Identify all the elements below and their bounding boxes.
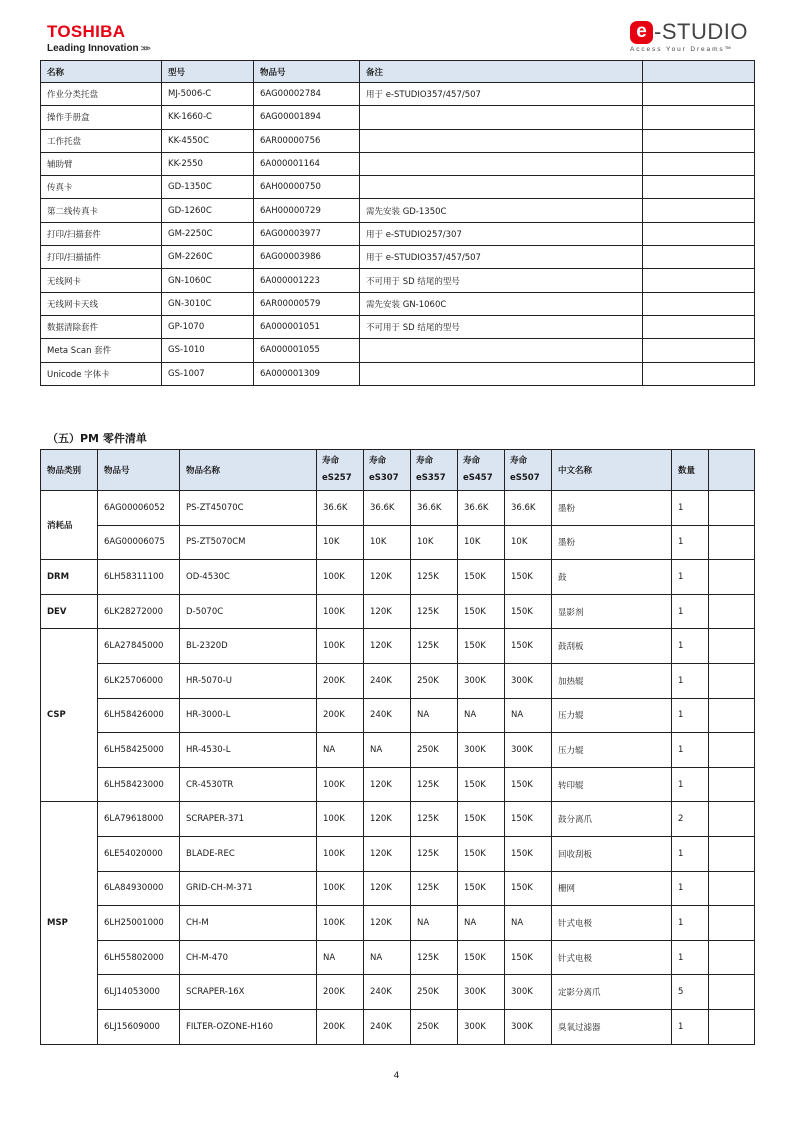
life-cell: 300K (505, 1009, 552, 1044)
life-cell: 120K (364, 906, 411, 941)
blank-cell (709, 836, 755, 871)
table-cell: 用于 e-STUDIO357/457/507 (360, 83, 643, 106)
item-name-cell: CR-4530TR (180, 767, 317, 802)
table-cell: 6AH00000750 (254, 176, 360, 199)
item-name-cell: BL-2320D (180, 629, 317, 664)
blank-cell (709, 906, 755, 941)
qty-cell: 1 (672, 491, 709, 526)
item-no-cell: 6AG00006052 (98, 491, 180, 526)
header-life-eS507: 寿命 eS507 (505, 450, 552, 491)
life-cell: 300K (505, 733, 552, 768)
table-row (41, 83, 755, 106)
brand-name: TOSHIBA (47, 22, 126, 41)
item-name-cell: CH-M-470 (180, 940, 317, 975)
table-cell: GM-2250C (162, 222, 254, 245)
table-cell: 6A000001051 (254, 315, 360, 338)
life-cell: 100K (317, 836, 364, 871)
life-cell: NA (364, 733, 411, 768)
life-cell: 250K (411, 975, 458, 1010)
table-cell: KK-4550C (162, 129, 254, 152)
table-row (41, 560, 755, 595)
table-row (41, 836, 755, 871)
table-row (41, 199, 755, 222)
blank-cell (709, 733, 755, 768)
brand-tagline (47, 43, 177, 55)
life-cell: 125K (411, 767, 458, 802)
estudio-logo (630, 19, 755, 59)
life-cell: 300K (458, 1009, 505, 1044)
life-cell: 100K (317, 629, 364, 664)
item-no-cell: 6LK28272000 (98, 594, 180, 629)
life-cell: 120K (364, 767, 411, 802)
item-name-cell: PS-ZT5070CM (180, 525, 317, 560)
cn-name-cell: 墨粉 (552, 525, 672, 560)
life-cell: 10K (317, 525, 364, 560)
item-name-cell: FILTER-OZONE-H160 (180, 1009, 317, 1044)
table-row (41, 1009, 755, 1044)
table-cell: 6AG00001894 (254, 106, 360, 129)
category-cell: MSP (41, 802, 98, 1044)
item-no-cell: 6LA27845000 (98, 629, 180, 664)
table-cell (643, 222, 755, 245)
table-cell: 6AG00002784 (254, 83, 360, 106)
table-row (41, 767, 755, 802)
table-row (41, 129, 755, 152)
table-cell (643, 83, 755, 106)
item-name-cell: HR-3000-L (180, 698, 317, 733)
life-cell: 150K (505, 560, 552, 595)
table-cell: 6A000001309 (254, 362, 360, 385)
life-cell: 300K (505, 663, 552, 698)
category-cell: DRM (41, 560, 98, 595)
life-cell: 36.6K (364, 491, 411, 526)
table-cell: 无线网卡 (41, 269, 162, 292)
table-cell (643, 269, 755, 292)
table-cell: 6AG00003977 (254, 222, 360, 245)
cn-name-cell: 墨粉 (552, 491, 672, 526)
table-cell (360, 152, 643, 175)
life-cell: 36.6K (317, 491, 364, 526)
life-cell: 150K (458, 940, 505, 975)
table-row (41, 975, 755, 1010)
table-row (41, 733, 755, 768)
qty-cell: 1 (672, 1009, 709, 1044)
life-cell: 36.6K (505, 491, 552, 526)
page-number: 4 (393, 1071, 400, 1081)
qty-cell: 1 (672, 940, 709, 975)
item-no-cell: 6LH58426000 (98, 698, 180, 733)
table-row (41, 222, 755, 245)
item-no-cell: 6LH58311100 (98, 560, 180, 595)
life-cell: 120K (364, 629, 411, 664)
life-cell: 150K (505, 836, 552, 871)
life-cell: 100K (317, 594, 364, 629)
table-row (41, 491, 755, 526)
header-category: 物品类别 (41, 450, 98, 491)
item-name-cell: SCRAPER-371 (180, 802, 317, 837)
options-table (40, 60, 755, 386)
table-row (41, 802, 755, 837)
table-cell (360, 106, 643, 129)
qty-cell: 1 (672, 594, 709, 629)
table-cell: GP-1070 (162, 315, 254, 338)
tagline-text: Leading Innovation (47, 43, 139, 54)
item-name-cell: OD-4530C (180, 560, 317, 595)
life-cell: 125K (411, 629, 458, 664)
life-cell: 120K (364, 594, 411, 629)
table-cell: GD-1350C (162, 176, 254, 199)
table-cell: 不可用于 SD 结尾的型号 (360, 269, 643, 292)
item-name-cell: PS-ZT45070C (180, 491, 317, 526)
table-row (41, 698, 755, 733)
table-cell (643, 315, 755, 338)
qty-cell: 1 (672, 871, 709, 906)
toshiba-logo (47, 23, 177, 59)
table-row (41, 246, 755, 269)
table-row (41, 629, 755, 664)
table-cell: 用于 e-STUDIO257/307 (360, 222, 643, 245)
blank-cell (709, 940, 755, 975)
blank-cell (709, 767, 755, 802)
table-cell: KK-2550 (162, 152, 254, 175)
table-cell (643, 292, 755, 315)
cn-name-cell: 定影分离爪 (552, 975, 672, 1010)
qty-cell: 1 (672, 663, 709, 698)
section-title: （五）PM 零件清单 (47, 432, 147, 445)
qty-cell: 1 (672, 906, 709, 941)
life-cell: 300K (458, 733, 505, 768)
header-item-no: 物品号 (98, 450, 180, 491)
item-no-cell: 6AG00006075 (98, 525, 180, 560)
life-cell: 125K (411, 940, 458, 975)
table-cell: 6AR00000756 (254, 129, 360, 152)
table-row (41, 339, 755, 362)
qty-cell: 1 (672, 836, 709, 871)
life-cell: 10K (411, 525, 458, 560)
qty-cell: 1 (672, 698, 709, 733)
table-cell: 不可用于 SD 结尾的型号 (360, 315, 643, 338)
options-header-cell: 型号 (162, 61, 254, 83)
blank-cell (709, 1009, 755, 1044)
life-cell: 150K (505, 940, 552, 975)
header-life-eS357: 寿命 eS357 (411, 450, 458, 491)
life-cell: 250K (411, 1009, 458, 1044)
table-cell: 6AH00000729 (254, 199, 360, 222)
life-cell: 10K (458, 525, 505, 560)
cn-name-cell: 压力辊 (552, 733, 672, 768)
table-cell: 需先安装 GD-1350C (360, 199, 643, 222)
item-no-cell: 6LH55802000 (98, 940, 180, 975)
table-cell: 6A000001055 (254, 339, 360, 362)
cn-name-cell: 转印辊 (552, 767, 672, 802)
table-cell: 用于 e-STUDIO357/457/507 (360, 246, 643, 269)
life-cell: 125K (411, 836, 458, 871)
options-header-cell: 名称 (41, 61, 162, 83)
life-cell: 120K (364, 836, 411, 871)
table-cell: 数据清除套件 (41, 315, 162, 338)
life-cell: 150K (505, 767, 552, 802)
life-cell: 150K (505, 594, 552, 629)
life-cell: 300K (505, 975, 552, 1010)
e-badge-icon: e (630, 21, 653, 44)
item-no-cell: 6LK25706000 (98, 663, 180, 698)
life-cell: 240K (364, 698, 411, 733)
life-cell: 150K (458, 767, 505, 802)
pm-parts-table (40, 449, 755, 1045)
qty-cell: 1 (672, 560, 709, 595)
table-cell (643, 362, 755, 385)
table-cell: Meta Scan 套件 (41, 339, 162, 362)
blank-cell (709, 491, 755, 526)
table-row (41, 663, 755, 698)
table-cell: KK-1660-C (162, 106, 254, 129)
life-cell: NA (411, 698, 458, 733)
table-cell: 6A000001223 (254, 269, 360, 292)
header-life-eS257: 寿命 eS257 (317, 450, 364, 491)
life-cell: 150K (458, 836, 505, 871)
table-cell (360, 339, 643, 362)
table-cell: Unicode 字体卡 (41, 362, 162, 385)
cn-name-cell: 回收刮板 (552, 836, 672, 871)
blank-cell (709, 975, 755, 1010)
life-cell: 150K (458, 871, 505, 906)
table-cell: GM-2260C (162, 246, 254, 269)
life-cell: 125K (411, 871, 458, 906)
table-cell (360, 176, 643, 199)
qty-cell: 1 (672, 629, 709, 664)
table-row (41, 906, 755, 941)
table-cell (643, 152, 755, 175)
life-cell: 100K (317, 906, 364, 941)
table-cell (360, 129, 643, 152)
item-name-cell: SCRAPER-16X (180, 975, 317, 1010)
header-cn-name: 中文名称 (552, 450, 672, 491)
table-row (41, 152, 755, 175)
table-row (41, 594, 755, 629)
table-cell: MJ-5006-C (162, 83, 254, 106)
table-row (41, 292, 755, 315)
life-cell: 150K (458, 560, 505, 595)
life-cell: NA (317, 733, 364, 768)
table-cell (643, 129, 755, 152)
life-cell: NA (317, 940, 364, 975)
header-qty: 数量 (672, 450, 709, 491)
table-cell: 6A000001164 (254, 152, 360, 175)
blank-cell (709, 663, 755, 698)
blank-cell (709, 629, 755, 664)
table-cell: 6AG00003986 (254, 246, 360, 269)
table-cell: 6AR00000579 (254, 292, 360, 315)
life-cell: NA (458, 698, 505, 733)
item-no-cell: 6LE54020000 (98, 836, 180, 871)
item-no-cell: 6LA79618000 (98, 802, 180, 837)
cn-name-cell: 加热辊 (552, 663, 672, 698)
table-cell (643, 106, 755, 129)
header-life-eS307: 寿命 eS307 (364, 450, 411, 491)
life-cell: 300K (458, 975, 505, 1010)
life-cell: 150K (505, 802, 552, 837)
table-cell: 辅助臂 (41, 152, 162, 175)
life-cell: 240K (364, 1009, 411, 1044)
item-name-cell: HR-4530-L (180, 733, 317, 768)
life-cell: 100K (317, 560, 364, 595)
product-logo-text: -STUDIO (654, 19, 748, 44)
life-cell: 10K (505, 525, 552, 560)
cn-name-cell: 臭氧过滤器 (552, 1009, 672, 1044)
life-cell: 36.6K (411, 491, 458, 526)
item-name-cell: GRID-CH-M-371 (180, 871, 317, 906)
table-cell: 传真卡 (41, 176, 162, 199)
table-row (41, 106, 755, 129)
header-blank (709, 450, 755, 491)
table-row (41, 315, 755, 338)
cn-name-cell: 鼓刮板 (552, 629, 672, 664)
table-cell: GS-1007 (162, 362, 254, 385)
life-cell: NA (364, 940, 411, 975)
table-cell: 操作手册盒 (41, 106, 162, 129)
life-cell: 150K (458, 802, 505, 837)
life-cell: 10K (364, 525, 411, 560)
cn-name-cell: 针式电极 (552, 906, 672, 941)
table-cell: GS-1010 (162, 339, 254, 362)
product-slogan: Access Your Dreams™ (630, 46, 733, 53)
item-no-cell: 6LJ14053000 (98, 975, 180, 1010)
qty-cell: 1 (672, 767, 709, 802)
life-cell: 240K (364, 975, 411, 1010)
table-cell (360, 362, 643, 385)
table-cell: 作业分类托盘 (41, 83, 162, 106)
qty-cell: 1 (672, 733, 709, 768)
life-cell: 100K (317, 767, 364, 802)
table-cell: 需先安装 GN-1060C (360, 292, 643, 315)
life-cell: 150K (505, 629, 552, 664)
item-no-cell: 6LH25001000 (98, 906, 180, 941)
blank-cell (709, 594, 755, 629)
item-no-cell: 6LA84930000 (98, 871, 180, 906)
life-cell: 100K (317, 871, 364, 906)
cn-name-cell: 压力辊 (552, 698, 672, 733)
item-no-cell: 6LJ15609000 (98, 1009, 180, 1044)
table-cell (643, 199, 755, 222)
life-cell: 200K (317, 663, 364, 698)
chevrons-icon: >>> (140, 44, 149, 53)
options-header-row (41, 61, 755, 83)
table-row (41, 525, 755, 560)
life-cell: 250K (411, 663, 458, 698)
table-cell: 第二线传真卡 (41, 199, 162, 222)
life-cell: 120K (364, 802, 411, 837)
life-cell: 100K (317, 802, 364, 837)
cn-name-cell: 显影剂 (552, 594, 672, 629)
table-cell: 打印/扫描套件 (41, 222, 162, 245)
options-header-cell: 物品号 (254, 61, 360, 83)
item-no-cell: 6LH58425000 (98, 733, 180, 768)
category-cell: 消耗品 (41, 491, 98, 560)
table-cell (643, 246, 755, 269)
pm-header-row (41, 450, 755, 491)
table-row (41, 269, 755, 292)
blank-cell (709, 802, 755, 837)
table-row (41, 362, 755, 385)
qty-cell: 2 (672, 802, 709, 837)
blank-cell (709, 871, 755, 906)
cn-name-cell: 栅网 (552, 871, 672, 906)
item-name-cell: CH-M (180, 906, 317, 941)
cn-name-cell: 针式电极 (552, 940, 672, 975)
blank-cell (709, 525, 755, 560)
header-item-name: 物品名称 (180, 450, 317, 491)
item-name-cell: HR-5070-U (180, 663, 317, 698)
options-header-cell: 备注 (360, 61, 643, 83)
table-row (41, 871, 755, 906)
blank-cell (709, 698, 755, 733)
life-cell: 120K (364, 871, 411, 906)
table-cell: 打印/扫描插件 (41, 246, 162, 269)
item-name-cell: D-5070C (180, 594, 317, 629)
life-cell: 150K (458, 629, 505, 664)
table-row (41, 940, 755, 975)
life-cell: 200K (317, 698, 364, 733)
cn-name-cell: 鼓分离爪 (552, 802, 672, 837)
qty-cell: 5 (672, 975, 709, 1010)
life-cell: 150K (458, 594, 505, 629)
table-cell (643, 339, 755, 362)
table-cell: GN-1060C (162, 269, 254, 292)
item-no-cell: 6LH58423000 (98, 767, 180, 802)
table-cell: GD-1260C (162, 199, 254, 222)
blank-cell (709, 560, 755, 595)
life-cell: 250K (411, 733, 458, 768)
qty-cell: 1 (672, 525, 709, 560)
life-cell: 200K (317, 975, 364, 1010)
table-cell: 无线网卡天线 (41, 292, 162, 315)
life-cell: NA (458, 906, 505, 941)
table-cell: 工作托盘 (41, 129, 162, 152)
life-cell: 125K (411, 594, 458, 629)
header-life-eS457: 寿命 eS457 (458, 450, 505, 491)
table-cell (643, 176, 755, 199)
cn-name-cell: 鼓 (552, 560, 672, 595)
life-cell: 200K (317, 1009, 364, 1044)
category-cell: DEV (41, 594, 98, 629)
item-name-cell: BLADE-REC (180, 836, 317, 871)
life-cell: 120K (364, 560, 411, 595)
life-cell: 36.6K (458, 491, 505, 526)
options-header-cell (643, 61, 755, 83)
life-cell: NA (505, 906, 552, 941)
life-cell: 300K (458, 663, 505, 698)
table-row (41, 176, 755, 199)
category-cell: CSP (41, 629, 98, 802)
life-cell: 240K (364, 663, 411, 698)
life-cell: NA (411, 906, 458, 941)
life-cell: 125K (411, 560, 458, 595)
table-cell: GN-3010C (162, 292, 254, 315)
life-cell: 150K (505, 871, 552, 906)
life-cell: NA (505, 698, 552, 733)
life-cell: 125K (411, 802, 458, 837)
